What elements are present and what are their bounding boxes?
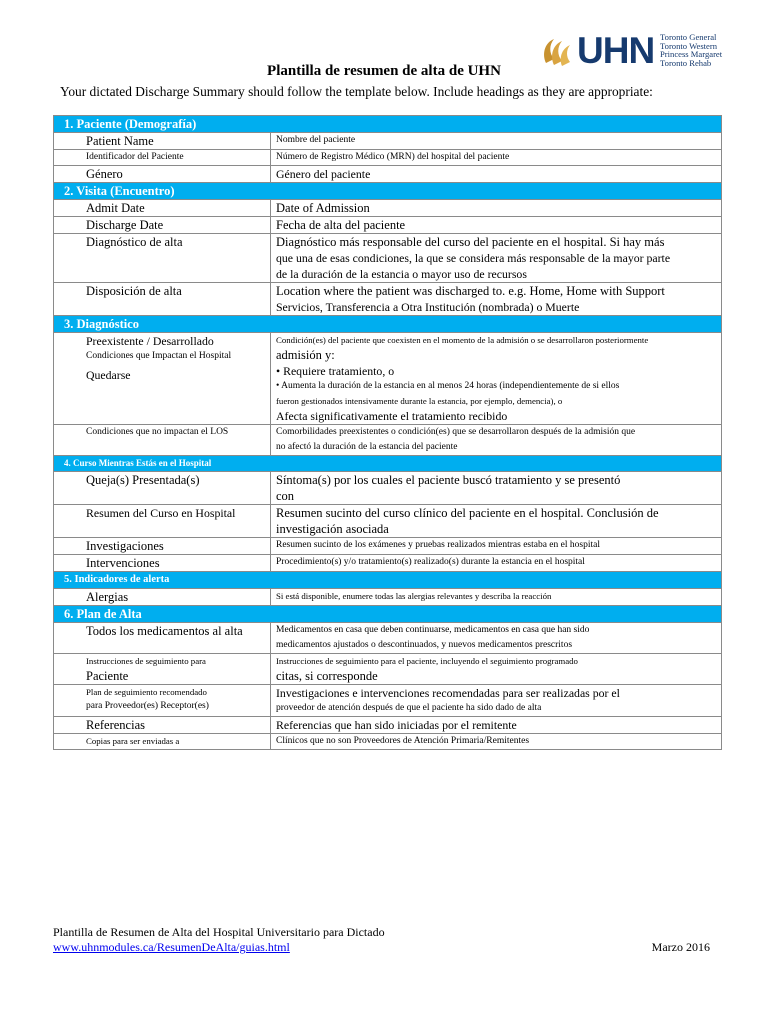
row-value: Número de Registro Médico (MRN) del hospital del paciente bbox=[271, 150, 722, 166]
value-line: Diagnóstico más responsable del curso del paciente en el hospital. Si hay más bbox=[276, 235, 665, 249]
value-line: proveedor de atención después de que el paciente ha sido dado de alta bbox=[276, 703, 542, 713]
value-line: Servicios, Transferencia a Otra Institución (nombrada) o Muerte bbox=[276, 300, 580, 314]
row-value bbox=[271, 654, 722, 685]
value-line: Resumen sucinto del curso clínico del paciente en el hospital. Conclusión de bbox=[276, 506, 659, 520]
row-label: Identificador del Paciente bbox=[54, 150, 271, 166]
row-value: Género del paciente bbox=[271, 166, 722, 183]
row-label: Admit Date bbox=[54, 200, 271, 217]
value-line: medicamentos ajustados o descontinuados, y nuevos medicamentos prescritos bbox=[276, 640, 573, 650]
value-line: investigación asociada bbox=[276, 522, 389, 536]
section-patient-title: 1. Paciente (Demografía) bbox=[54, 116, 722, 133]
value-line: Síntoma(s) por los cuales el paciente buscó tratamiento y se presentó bbox=[276, 473, 621, 487]
table-row bbox=[54, 133, 722, 150]
value-line: • Aumenta la duración de la estancia en al menos 24 horas (independientemente de si ellos bbox=[276, 381, 620, 391]
label-line: Instrucciones de seguimiento para bbox=[86, 656, 206, 666]
value-line: • Requiere tratamiento, o bbox=[276, 364, 395, 378]
row-label: Patient Name bbox=[54, 133, 271, 150]
section-header bbox=[54, 456, 722, 472]
hospital-name: Toronto Western bbox=[660, 40, 718, 51]
value-line: Afecta significativamente el tratamiento recibido bbox=[276, 409, 508, 423]
row-label bbox=[54, 685, 271, 717]
value-line: no afectó la duración de la estancia del paciente bbox=[276, 442, 458, 452]
section-course-title: 4. Curso Mientras Estás en el Hospital bbox=[54, 456, 722, 472]
discharge-template-table bbox=[53, 115, 722, 750]
table-row bbox=[54, 505, 722, 538]
row-label: Diagnóstico de alta bbox=[54, 234, 271, 283]
table-row bbox=[54, 425, 722, 456]
row-value: Referencias que han sido iniciadas por el remitente bbox=[271, 717, 722, 734]
section-header bbox=[54, 606, 722, 623]
section-header bbox=[54, 183, 722, 200]
row-value bbox=[271, 425, 722, 456]
table-row bbox=[54, 654, 722, 685]
table-row bbox=[54, 717, 722, 734]
table-row bbox=[54, 623, 722, 654]
label-line: para Proveedor(es) Receptor(es) bbox=[86, 701, 209, 711]
row-value: Clínicos que no son Proveedores de Atención Primaria/Remitentes bbox=[271, 734, 722, 750]
table-row bbox=[54, 234, 722, 283]
value-line: citas, si corresponde bbox=[276, 669, 378, 683]
section-alerts-title: 5. Indicadores de alerta bbox=[54, 572, 722, 589]
row-value: Resumen sucinto de los exámenes y pruebas realizados mientras estaba en el hospital bbox=[271, 538, 722, 555]
label-line: Quedarse bbox=[86, 368, 131, 382]
table-row bbox=[54, 217, 722, 234]
hospital-name: Toronto General bbox=[660, 32, 717, 42]
row-label: Alergias bbox=[54, 589, 271, 606]
table-row bbox=[54, 734, 722, 750]
table-row bbox=[54, 538, 722, 555]
row-label: Copias para ser enviadas a bbox=[54, 734, 271, 750]
table-row bbox=[54, 333, 722, 425]
document-title: Plantilla de resumen de alta de UHN bbox=[267, 63, 501, 79]
section-visit-title: 2. Visita (Encuentro) bbox=[54, 183, 722, 200]
label-line: Plan de seguimiento recomendado bbox=[86, 687, 207, 697]
row-value bbox=[271, 472, 722, 505]
row-value bbox=[271, 623, 722, 654]
table-row bbox=[54, 150, 722, 166]
table-row bbox=[54, 283, 722, 316]
row-label: Condiciones que no impactan el LOS bbox=[54, 425, 271, 456]
row-label: Investigaciones bbox=[54, 538, 271, 555]
row-label bbox=[54, 333, 271, 425]
row-value: Date of Admission bbox=[271, 200, 722, 217]
section-header bbox=[54, 572, 722, 589]
row-value: Fecha de alta del paciente bbox=[271, 217, 722, 234]
row-label bbox=[54, 654, 271, 685]
row-label: Discharge Date bbox=[54, 217, 271, 234]
label-line: Condiciones que Impactan el Hospital bbox=[86, 351, 232, 361]
row-label: Resumen del Curso en Hospital bbox=[54, 505, 271, 538]
value-line: que una de esas condiciones, la que se considera más responsable de la mayor parte bbox=[276, 251, 671, 265]
value-line: Instrucciones de seguimiento para el paciente, incluyendo el seguimiento programado bbox=[276, 656, 578, 666]
table-row bbox=[54, 589, 722, 606]
row-value bbox=[271, 283, 722, 316]
hospital-name: Toronto Rehab bbox=[660, 57, 712, 68]
row-value bbox=[271, 333, 722, 425]
table-row bbox=[54, 685, 722, 717]
value-line: fueron gestionados intensivamente durante la estancia, por ejemplo, demencia), o bbox=[276, 396, 563, 406]
hospital-name: Princess Margaret bbox=[660, 49, 723, 60]
row-value: Nombre del paciente bbox=[271, 133, 722, 150]
section-diagnosis-title: 3. Diagnóstico bbox=[54, 316, 722, 333]
value-line: Comorbilidades preexistentes o condición(es) que se desarrollaron después de la admisión que bbox=[276, 427, 636, 437]
row-value: Procedimiento(s) y/o tratamiento(s) realizado(s) durante la estancia en el hospital bbox=[271, 555, 722, 572]
value-line: admisión y: bbox=[276, 348, 335, 362]
value-line: Investigaciones e intervenciones recomendadas para ser realizadas por el bbox=[276, 686, 620, 700]
footer-date: Marzo 2016 bbox=[651, 940, 710, 954]
row-label: Referencias bbox=[54, 717, 271, 734]
row-value: Si está disponible, enumere todas las alergias relevantes y describa la reacción bbox=[271, 589, 722, 606]
document-intro: Your dictated Discharge Summary should follow the template below. Include headings as they are appropriate: bbox=[60, 84, 653, 99]
row-value bbox=[271, 505, 722, 538]
row-label: Disposición de alta bbox=[54, 283, 271, 316]
label-line: Paciente bbox=[86, 669, 129, 683]
table-row bbox=[54, 555, 722, 572]
table-row bbox=[54, 472, 722, 505]
row-label: Género bbox=[54, 166, 271, 183]
guides-link[interactable]: www.uhnmodules.ca/ResumenDeAlta/guias.html bbox=[53, 940, 290, 954]
row-label: Todos los medicamentos al alta bbox=[54, 623, 271, 654]
value-line: de la duración de la estancia o mayor uso de recursos bbox=[276, 267, 527, 281]
table-row bbox=[54, 166, 722, 183]
section-discharge-plan-title: 6. Plan de Alta bbox=[54, 606, 722, 623]
table-row bbox=[54, 200, 722, 217]
label-line: Preexistente / Desarrollado bbox=[86, 334, 214, 348]
row-label: Intervenciones bbox=[54, 555, 271, 572]
footer-text: Plantilla de Resumen de Alta del Hospital Universitario para Dictado bbox=[53, 925, 385, 939]
row-label: Queja(s) Presentada(s) bbox=[54, 472, 271, 505]
value-line: Location where the patient was discharged to. e.g. Home, Home with Support bbox=[276, 284, 665, 298]
value-line: Medicamentos en casa que deben continuarse, medicamentos en casa que han sido bbox=[276, 625, 590, 635]
section-header bbox=[54, 116, 722, 133]
row-value bbox=[271, 234, 722, 283]
section-header bbox=[54, 316, 722, 333]
value-line: con bbox=[276, 489, 295, 503]
row-value bbox=[271, 685, 722, 717]
value-line: Condición(es) del paciente que coexisten en el momento de la admisión o se desarrollaron posteriormente bbox=[276, 335, 649, 345]
uhn-wordmark: UHN bbox=[577, 30, 655, 71]
